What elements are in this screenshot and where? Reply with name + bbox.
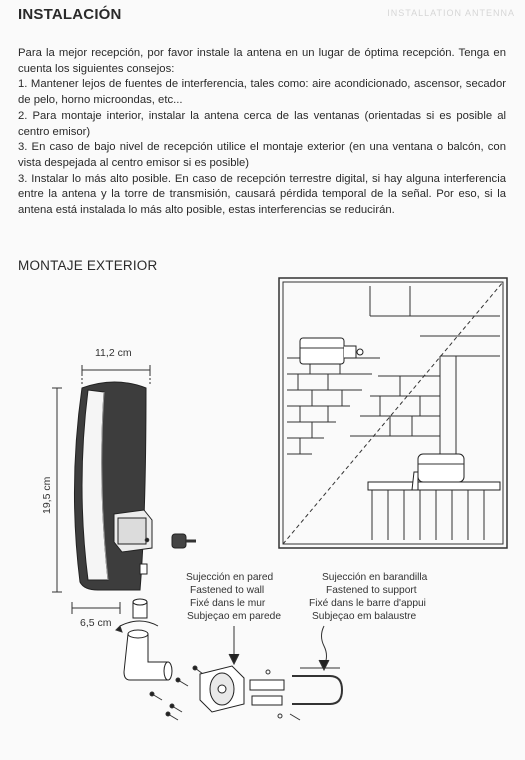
intro-paragraph: Para la mejor recepción, por favor instale la antena en un lugar de óptima recepción. Tenga en cuenta los siguientes consejos: bbox=[18, 47, 506, 75]
wall-caption-en: Fastened to wall bbox=[190, 585, 265, 596]
tip-4: 3. Instalar lo más alto posible. En caso de recepción terrestre digital, si hay alguna interferencia entre la antena y la torre de transmisión, causará pérdida temporal de la señal. Por eso, si la antena está instalada lo más alto posible, estas interferencias se reducirán. bbox=[18, 172, 506, 217]
wall-caption-es: Sujección en pared bbox=[186, 572, 274, 583]
tip-3: 3. En caso de bajo nivel de recepción utilice el montaje exterior (en una ventana o balcón, con vista despejada al centro emisor si es posible) bbox=[18, 141, 506, 169]
instructions-text bbox=[18, 46, 506, 219]
balcony-scene-drawing bbox=[279, 278, 507, 548]
railing-caption-fr: Fixé dans le barre d'appui bbox=[309, 598, 426, 609]
railing-caption-es: Sujección en barandilla bbox=[322, 572, 428, 583]
railing-caption-en: Fastened to support bbox=[326, 585, 417, 596]
depth-dimension-label: 6,5 cm bbox=[80, 617, 112, 629]
antenna-dimension-drawing bbox=[52, 365, 203, 720]
wall-caption-fr: Fixé dans le mur bbox=[190, 598, 266, 609]
railing-mount-caption bbox=[309, 572, 428, 622]
mount-hardware-drawing bbox=[200, 626, 342, 720]
wall-mount-caption bbox=[186, 572, 281, 622]
section-title: MONTAJE EXTERIOR bbox=[18, 258, 158, 273]
tip-1: 1. Mantener lejos de fuentes de interferencia, tales como: aire acondicionado, ascensor, secador de pelo, horno microondas, etc... bbox=[18, 78, 506, 107]
page-title: INSTALACIÓN bbox=[18, 6, 122, 23]
width-dimension-label: 11,2 cm bbox=[95, 347, 132, 359]
tip-2: 2. Para montaje interior, instalar la antena cerca de las ventanas (orientadas si es posible al centro emisor) bbox=[18, 109, 506, 138]
mounting-illustration bbox=[0, 276, 525, 760]
height-dimension-label: 19,5 cm bbox=[41, 476, 53, 514]
railing-caption-pt: Subjeçao em balaustre bbox=[312, 611, 417, 622]
bleed-through-header: INSTALLATION ANTENNA bbox=[387, 8, 515, 18]
wall-caption-pt: Subjeçao em parede bbox=[187, 611, 282, 622]
